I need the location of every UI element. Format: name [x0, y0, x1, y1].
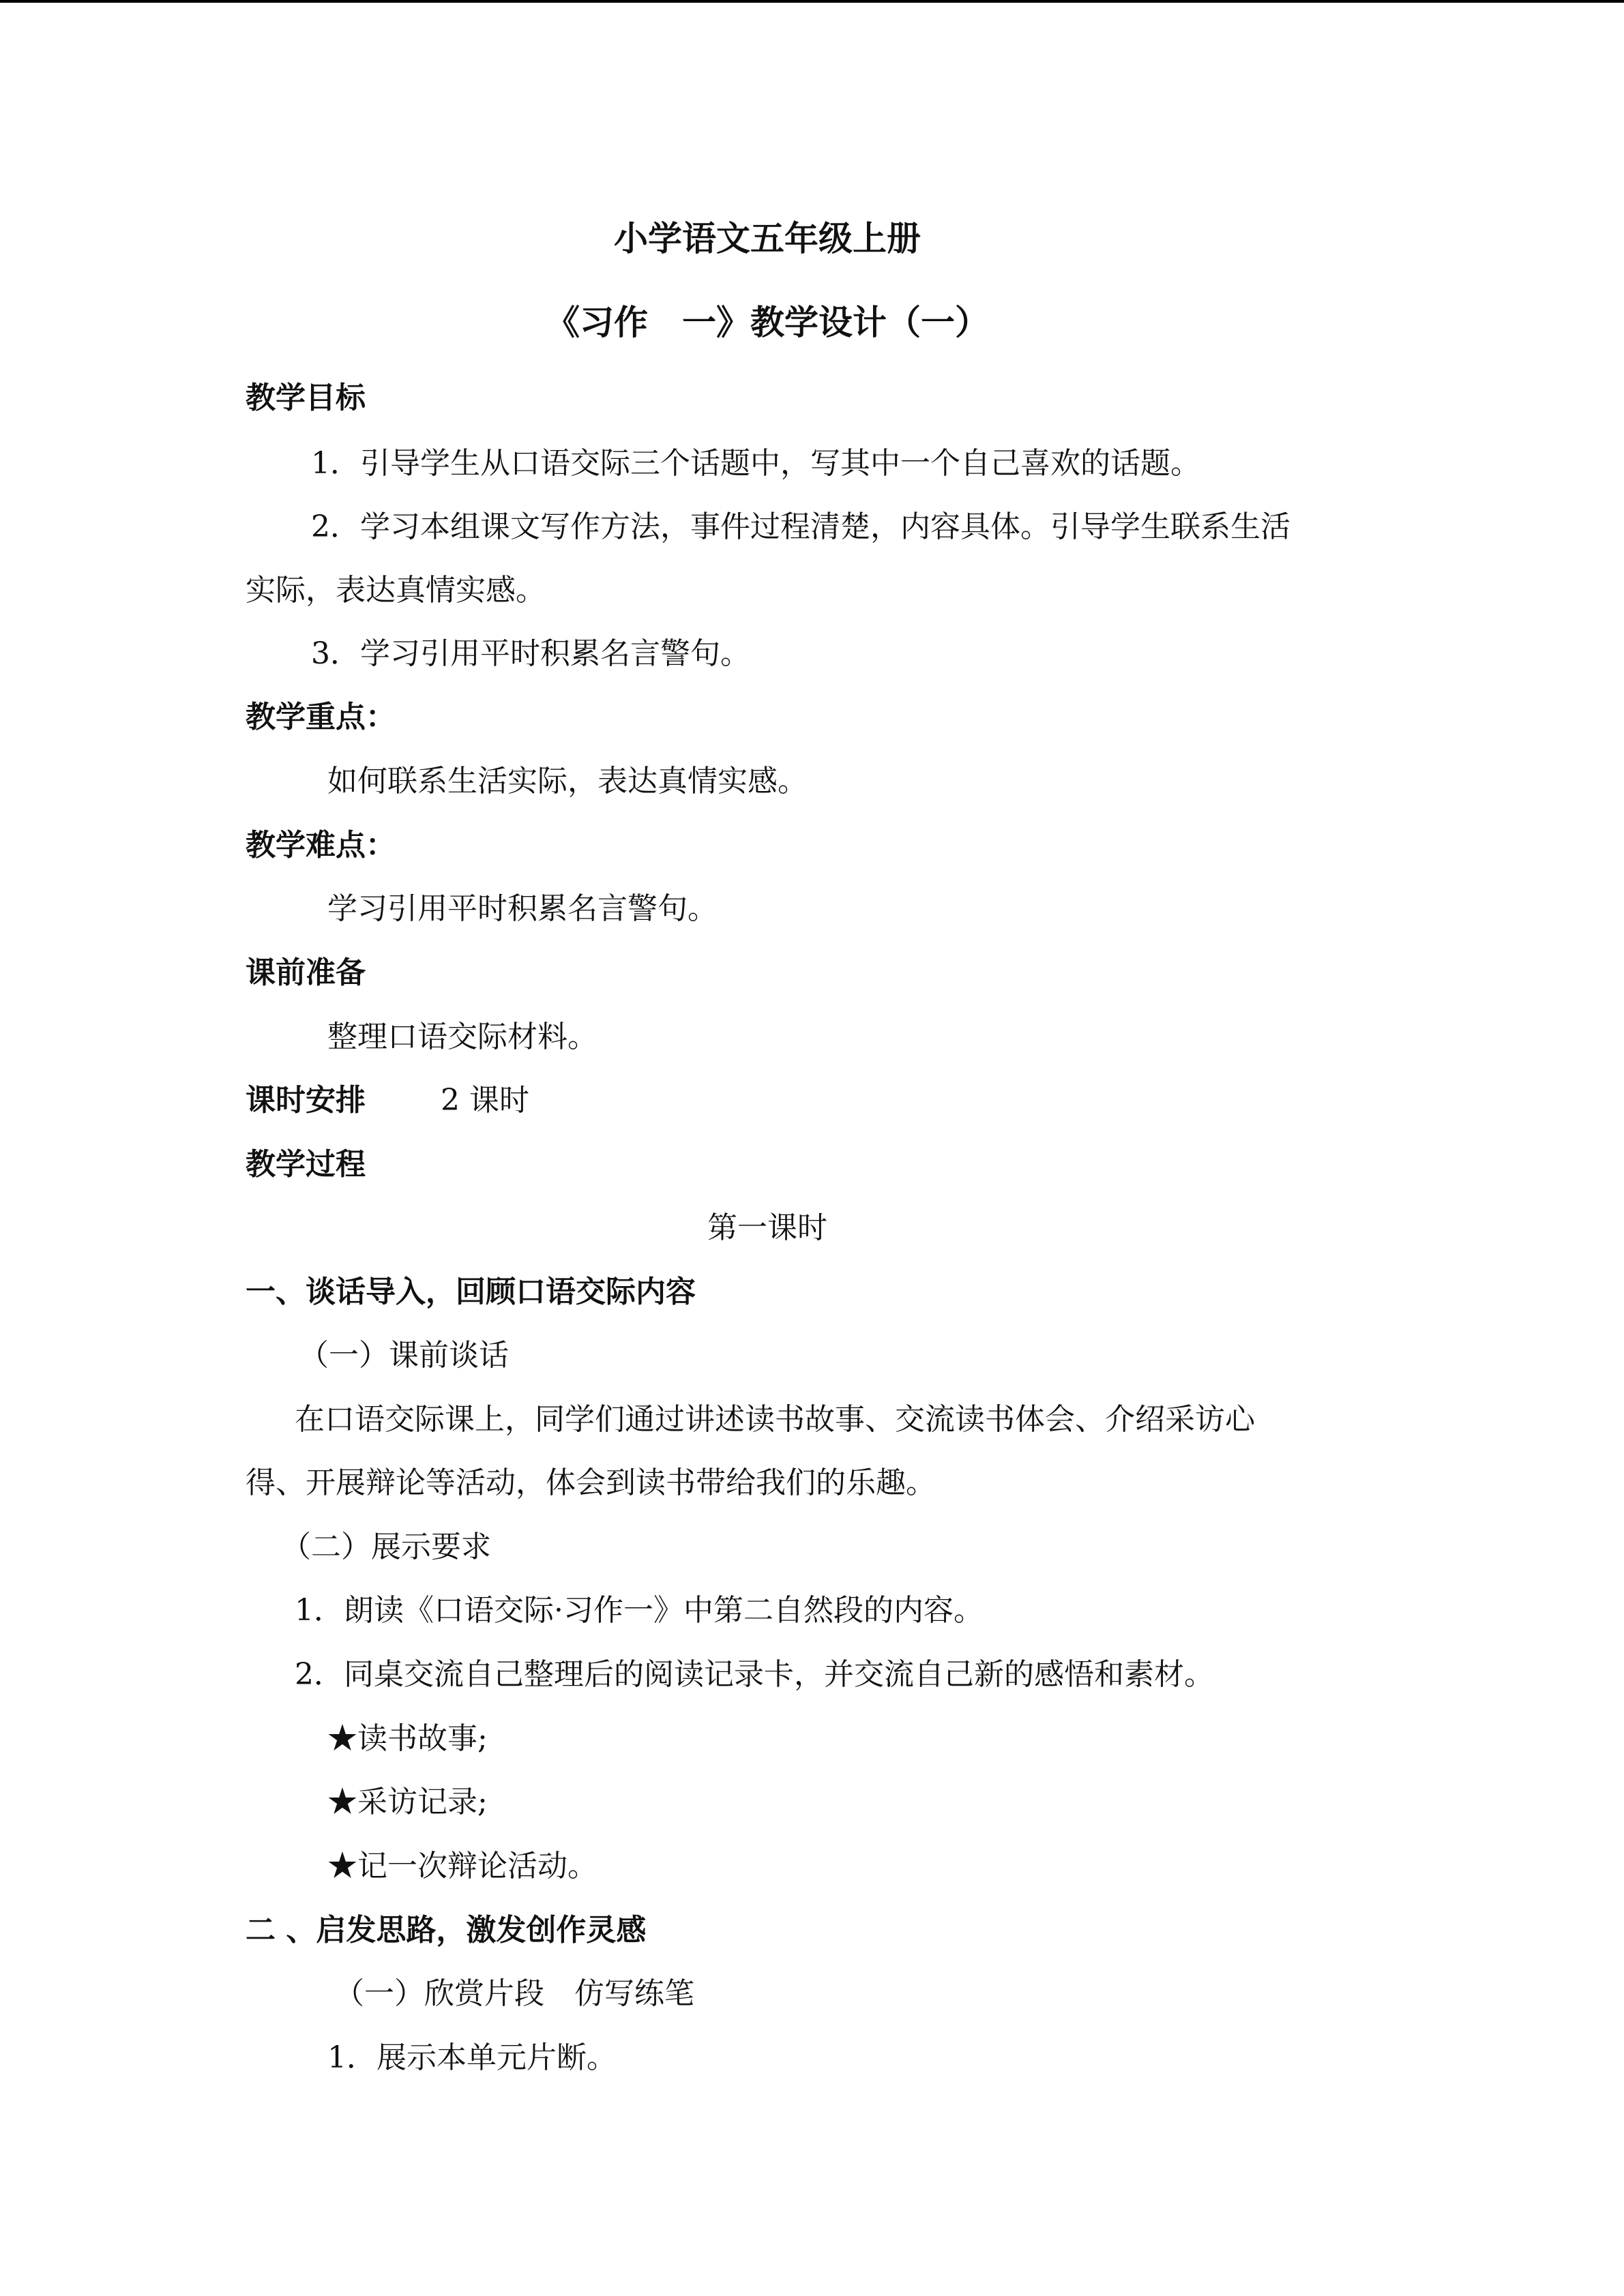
- key-points-heading: 教学重点：: [246, 700, 396, 734]
- key-points-text: 如何联系生活实际，表达真情实感。: [327, 764, 808, 799]
- section-1-item-1: 1．朗读《口语交际·习作一》中第二自然段的内容。: [295, 1593, 984, 1628]
- process-heading: 教学过程: [246, 1147, 366, 1182]
- objective-3: 3．学习引用平时积累名言警句。: [311, 636, 750, 671]
- section-1-item-2: 2．同桌交流自己整理后的阅读记录卡，并交流自己新的感悟和素材。: [295, 1657, 1214, 1692]
- star-item-3: ★记一次辩论活动。: [327, 1849, 597, 1883]
- objective-2-line-1: 2．学习本组课文写作方法，事件过程清楚，内容具体。引导学生联系生活: [311, 509, 1290, 544]
- star-item-1: ★读书故事;: [327, 1721, 488, 1756]
- section-2-item-1: 1．展示本单元片断。: [327, 2040, 617, 2075]
- section-1-subheading-2: （二）展示要求: [281, 1530, 491, 1564]
- section-1-paragraph-line-1: 在口语交际课上，同学们通过讲述读书故事、交流读书体会、介绍采访心: [295, 1402, 1255, 1437]
- preparation-text: 整理口语交际材料。: [327, 1019, 597, 1054]
- objective-2-line-2: 实际，表达真情实感。: [246, 573, 546, 608]
- star-item-2: ★采访记录;: [327, 1785, 488, 1819]
- section-1-paragraph-line-2: 得、开展辩论等活动，体会到读书带给我们的乐趣。: [246, 1465, 936, 1500]
- preparation-heading: 课前准备: [246, 955, 366, 990]
- difficulties-text: 学习引用平时积累名言警句。: [327, 891, 718, 926]
- schedule-heading: 课时安排: [246, 1083, 366, 1118]
- section-1-subheading-1: （一）课前谈话: [299, 1338, 509, 1373]
- document-title: 小学语文五年级上册: [614, 218, 921, 258]
- objectives-heading: 教学目标: [246, 381, 366, 415]
- section-1-heading: 一、谈话导入，回顾口语交际内容: [246, 1274, 696, 1309]
- schedule-value: 2 课时: [441, 1083, 529, 1118]
- section-2-subheading-1: （一）欣赏片段 仿写练笔: [334, 1976, 694, 2011]
- difficulties-heading: 教学难点：: [246, 828, 396, 863]
- top-border-rule: [0, 0, 1624, 3]
- section-2-heading: 二 、启发思路，激发创作灵感: [246, 1913, 647, 1948]
- lesson-label: 第一课时: [707, 1210, 827, 1245]
- objective-1: 1．引导学生从口语交际三个话题中，写其中一个自己喜欢的话题。: [311, 446, 1200, 481]
- document-subtitle: 《习作 一》教学设计（一）: [546, 302, 989, 342]
